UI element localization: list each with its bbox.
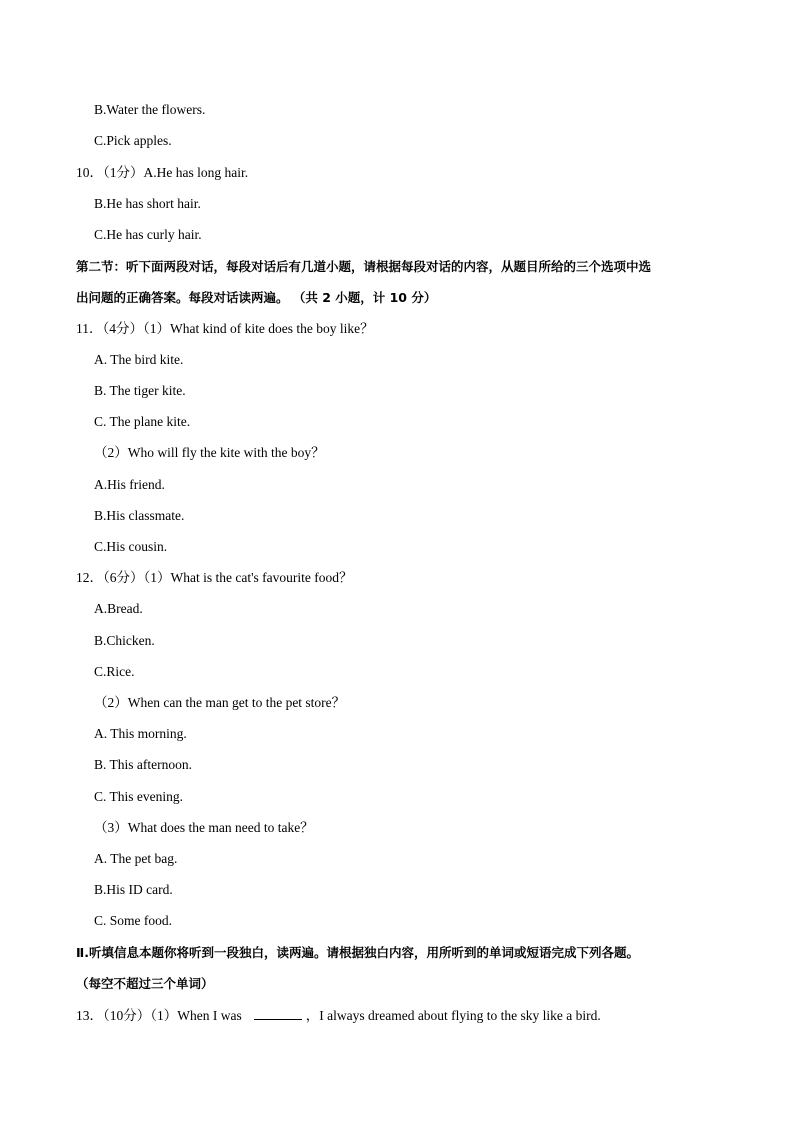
option-text: B. The tiger kite. [94,383,186,398]
option-text: B.Chicken. [94,633,155,648]
question-13-prefix: 13．（10分）（1）When I was [76,1008,242,1023]
option-text: A.Bread. [94,601,143,616]
sub-question: （2）When can the man get to the pet store？ [94,695,346,710]
option-text: C. The plane kite. [94,414,191,429]
question-12: 12．（6分）（1）What is the cat's favourite food？ [76,570,353,585]
option-text: C.He has curly hair. [94,227,202,242]
sub-question: （2）Who will fly the kite with the boy？ [94,445,325,460]
question-11: 11．（4分）（1）What kind of kite does the boy like？ [76,321,374,336]
option-text: C.Pick apples. [94,133,172,148]
option-text: B.His classmate. [94,508,185,523]
answer-blank[interactable] [254,1006,302,1020]
option-text: C. This evening. [94,789,183,804]
question-13-suffix: ，I always dreamed about flying to the sky like a bird. [305,1008,601,1023]
option-text: B.His ID card. [94,882,173,897]
question-13 [76,1006,601,1025]
section-heading: 出问题的正确答案。每段对话读两遍。 （共 2 小题，计 10 分） [76,290,437,305]
option-text: C.His cousin. [94,539,168,554]
option-text: A. This morning. [94,726,187,741]
section-heading: （每空不超过三个单词） [76,976,214,991]
sub-question: （3）What does the man need to take？ [94,820,314,835]
section-heading: Ⅱ.听填信息本题你将听到一段独白，读两遍。请根据独白内容，用所听到的单词或短语完成下列各题。 [76,945,639,960]
section-heading: 第二节：听下面两段对话，每段对话后有几道小题，请根据每段对话的内容，从题目所给的三个选项中选 [76,259,652,274]
option-text: C.Rice. [94,664,135,679]
option-text: A.His friend. [94,477,165,492]
option-text: A. The bird kite. [94,352,184,367]
question-10: 10．（1分）A.He has long hair. [76,165,249,180]
option-text: A. The pet bag. [94,851,178,866]
option-text: B. This afternoon. [94,757,192,772]
option-text: B.Water the flowers. [94,102,206,117]
option-text: B.He has short hair. [94,196,201,211]
option-text: C. Some food. [94,913,173,928]
